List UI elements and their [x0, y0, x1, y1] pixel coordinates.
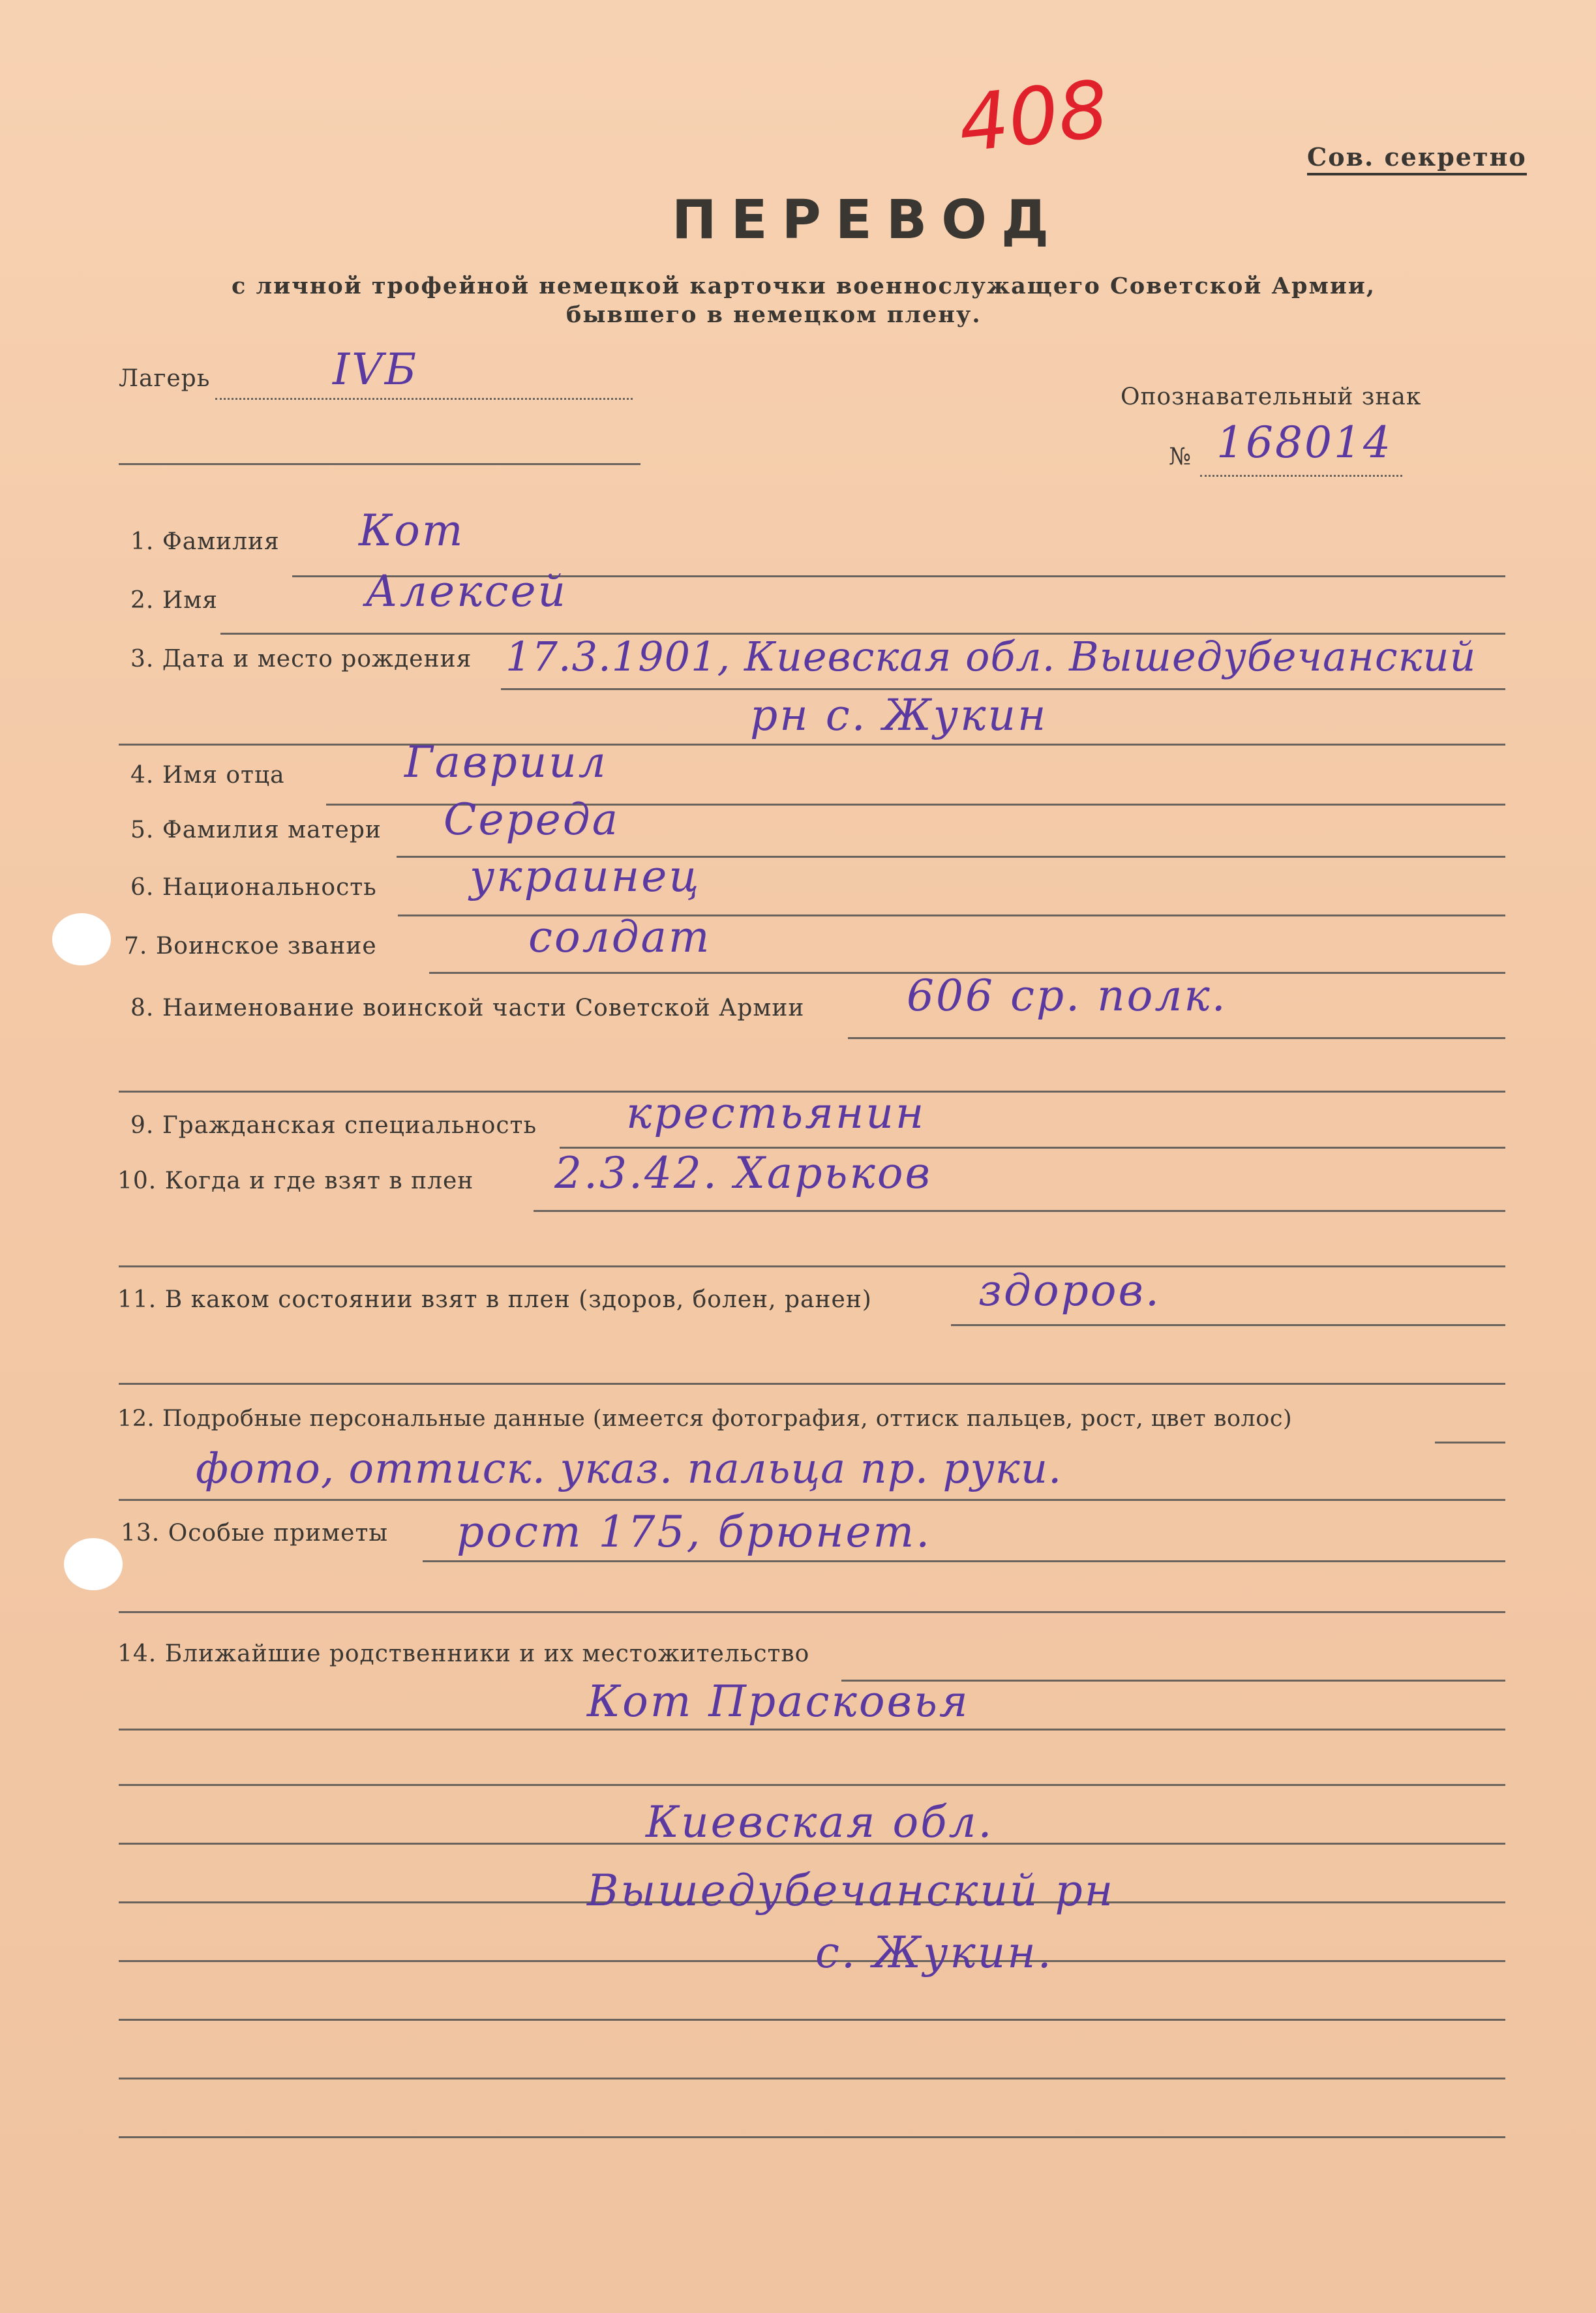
camp-label: Лагерь — [119, 365, 211, 392]
field-7-label: 7. Воинское звание — [124, 933, 377, 960]
red-handwritten-number: 408 — [954, 64, 1113, 170]
field-14-value: Кот Прасковья — [587, 1676, 970, 1727]
field-6-value: украинец — [470, 851, 701, 901]
field-11-value: здоров. — [978, 1265, 1161, 1316]
field-6-label: 6. Национальность — [130, 874, 377, 901]
field-13-label: 13. Особые приметы — [121, 1520, 389, 1547]
field-4-label: 4. Имя отца — [130, 762, 285, 789]
camp-value: IVБ — [333, 344, 419, 395]
subtitle-line-2: бывшего в немецком плену. — [566, 301, 982, 328]
field-14-address-2: Вышедубечанский рн — [587, 1866, 1115, 1916]
field-13-line — [423, 1560, 1505, 1562]
field-14-label: 14. Ближайшие родственники и их местожительство — [117, 1640, 810, 1667]
field-3-value-2: рн с. Жукин — [750, 690, 1048, 740]
field-8-line — [848, 1037, 1505, 1039]
field-2-label: 2. Имя — [130, 587, 218, 614]
id-tag-number-label: № — [1169, 444, 1192, 470]
field-10-value: 2.3.42. Харьков — [554, 1148, 932, 1198]
field-5-label: 5. Фамилия матери — [130, 817, 382, 843]
field-12-label: 12. Подробные персональные данные (имеется фотография, оттиск пальцев, рост, цвет волос) — [117, 1406, 1293, 1432]
field-14-address-3: с. Жукин. — [815, 1928, 1053, 1978]
field-12-value: фото, оттиск. указ. пальца пр. руки. — [196, 1445, 1062, 1493]
punch-hole-top — [52, 913, 111, 965]
field-14-line-9 — [119, 2136, 1505, 2138]
id-tag-value: 168014 — [1216, 417, 1393, 468]
field-12-line — [1435, 1442, 1505, 1444]
field-14-line-2 — [119, 1729, 1505, 1731]
page-title: ПЕРЕВОД — [672, 189, 1063, 251]
field-14-line-8 — [119, 2078, 1505, 2079]
field-14-line-6 — [119, 1960, 1505, 1962]
camp-line — [215, 398, 633, 400]
field-10-line — [534, 1210, 1505, 1212]
field-8-value: 606 ср. полк. — [907, 971, 1227, 1021]
field-14-line-3 — [119, 1784, 1505, 1786]
id-tag-line — [1200, 475, 1402, 477]
field-1-value: Кот — [359, 506, 465, 556]
field-2-value: Алексей — [365, 566, 568, 616]
id-tag-label: Опознавательный знак — [1121, 384, 1422, 410]
field-11-label: 11. В каком состоянии взят в плен (здоров, болен, ранен) — [117, 1286, 872, 1313]
field-14-address-1: Киевская обл. — [646, 1797, 994, 1847]
field-11-line-2 — [119, 1383, 1505, 1385]
field-4-value: Гавриил — [404, 737, 608, 787]
field-5-value: Середа — [444, 794, 620, 845]
field-3-label: 3. Дата и место рождения — [130, 646, 472, 673]
camp-line-2 — [119, 463, 640, 465]
field-10-label: 10. Когда и где взят в плен — [117, 1168, 474, 1194]
field-3-line-2 — [119, 744, 1505, 746]
field-8-label: 8. Наименование воинской части Советской Армии — [130, 995, 805, 1021]
field-13-value: рост 175, брюнет. — [457, 1507, 932, 1557]
field-10-line-2 — [119, 1265, 1505, 1267]
field-11-line — [951, 1324, 1505, 1326]
field-12-line-2 — [119, 1499, 1505, 1501]
punch-hole-bottom — [64, 1538, 123, 1590]
field-1-label: 1. Фамилия — [130, 528, 280, 555]
subtitle-line-1: с личной трофейной немецкой карточки военнослужащего Советской Армии, — [232, 273, 1376, 299]
field-7-value: солдат — [528, 912, 712, 962]
field-9-label: 9. Гражданская специальность — [130, 1112, 537, 1139]
field-14-line-7 — [119, 2019, 1505, 2021]
classification-stamp: Сов. секретно — [1307, 142, 1527, 175]
field-13-line-2 — [119, 1611, 1505, 1613]
field-3-value: 17.3.1901, Киевская обл. Вышедубечанский — [505, 633, 1477, 680]
field-9-value: крестьянин — [626, 1088, 926, 1138]
